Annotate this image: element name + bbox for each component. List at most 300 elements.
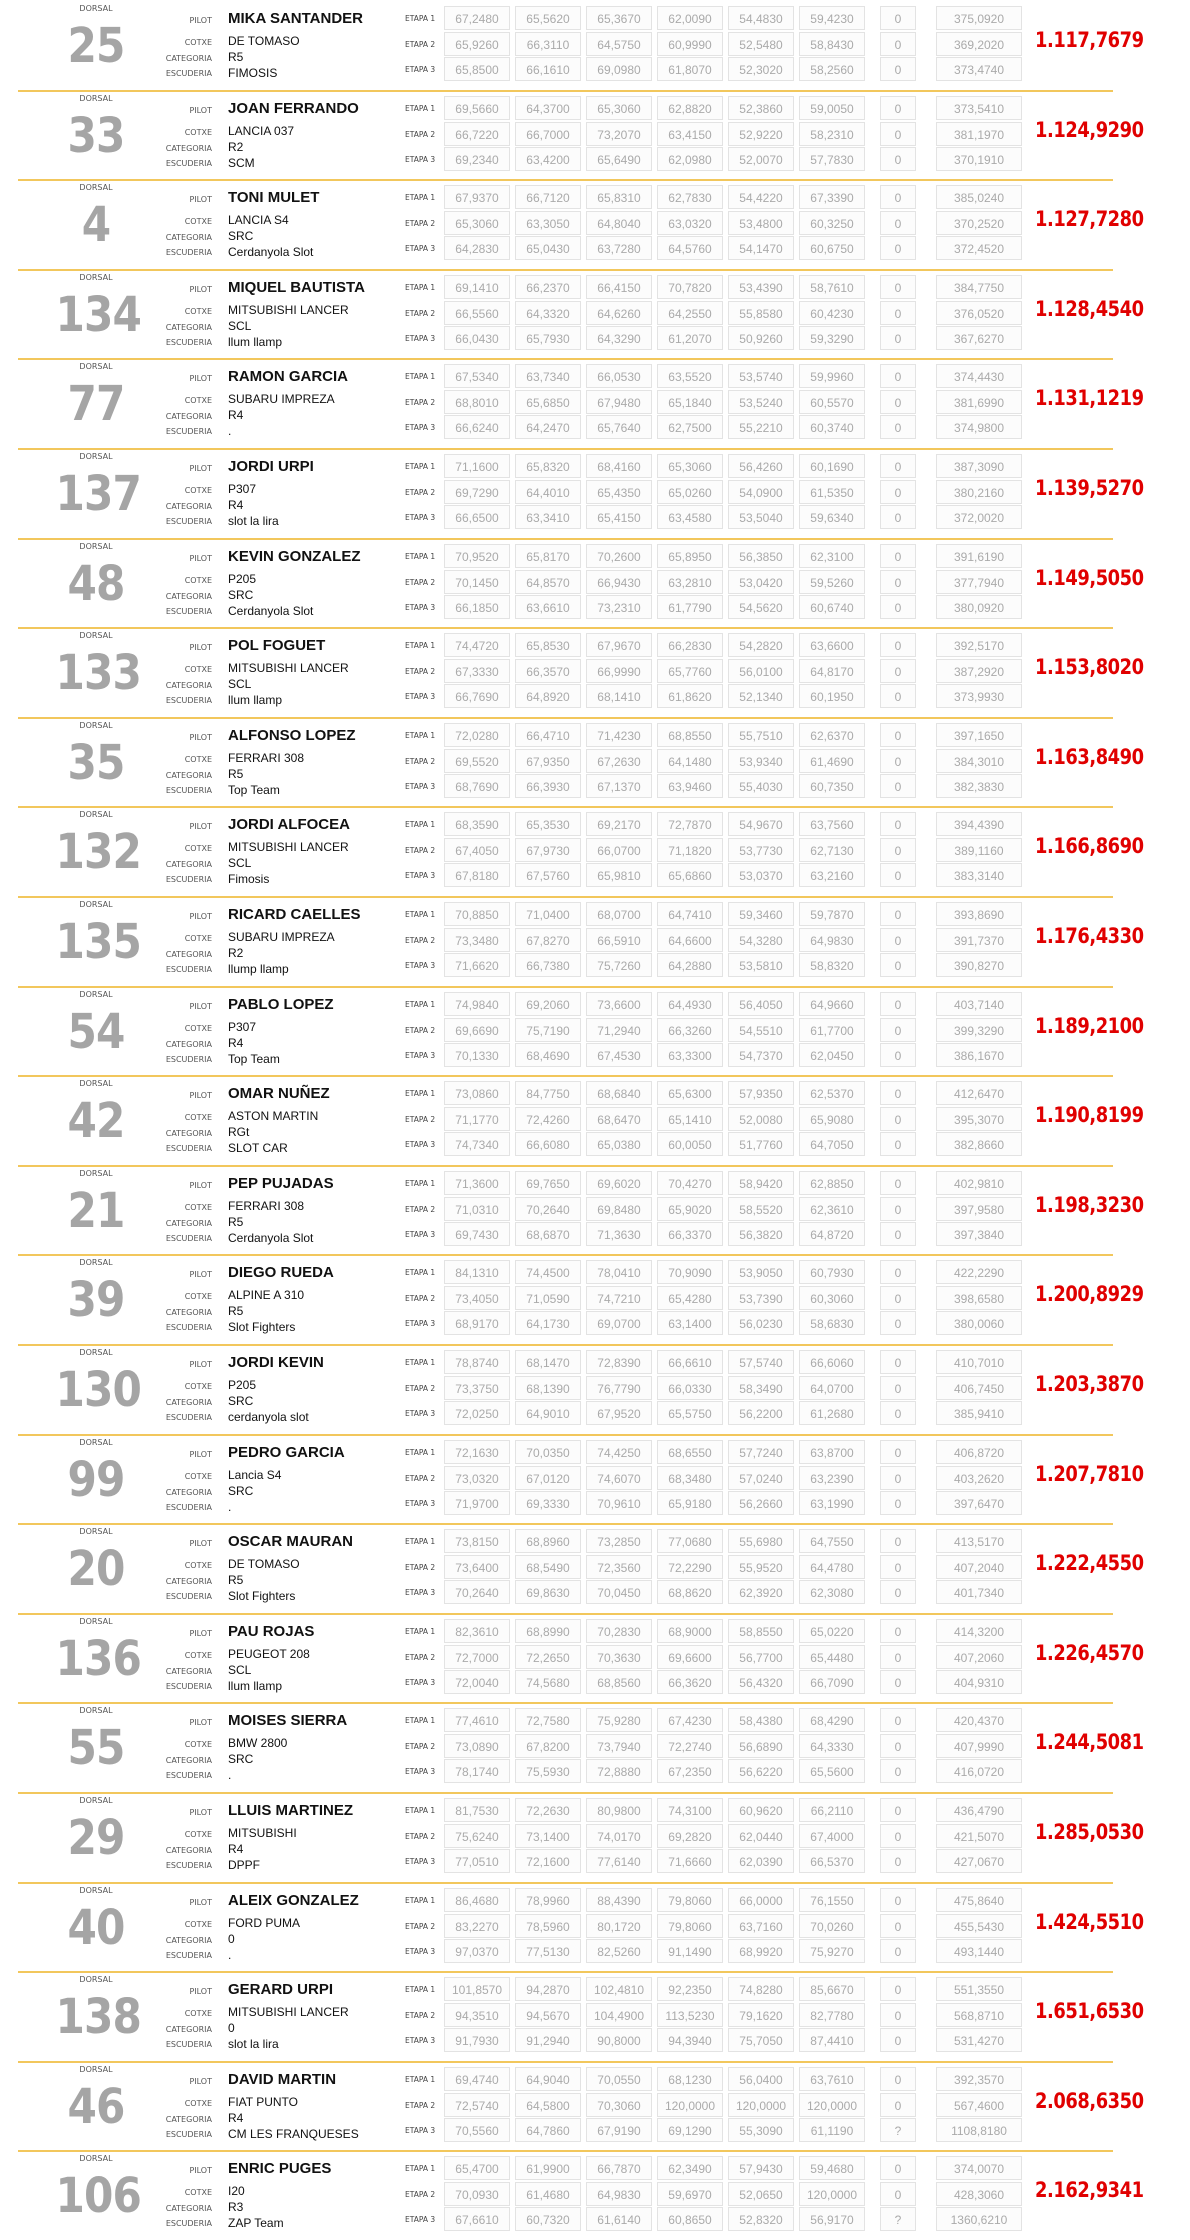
stage-time-cell: 72,2630 [515,1798,581,1822]
category: R4 [228,498,244,512]
categoria-label: CATEGORIA [165,143,212,153]
dorsal-number: 54 [67,1003,125,1060]
pilot-name: DAVID MARTIN [228,2070,337,2088]
pilot-label: PILOT [189,16,212,25]
dorsal-number: 29 [67,1810,125,1866]
stage-label: ETAPA 3 [405,1319,436,1329]
stage-time-cell: 64,5760 [657,236,723,260]
stage-time-cell: 74,7340 [444,1132,510,1156]
stage-time-cell: 69,2820 [657,1824,723,1848]
stage-time-cell: 65,1410 [657,1107,723,1131]
stage-time-cell: 65,0220 [799,1619,865,1643]
stage-time-cell: 70,2640 [444,1580,510,1604]
escuderia-label: ESCUDERIA [165,1502,212,1512]
result-row [0,1613,1190,1703]
stage-time-cell: 56,2200 [728,1401,794,1425]
categoria-label: CATEGORIA [165,1666,212,1676]
stage-time-cell: 73,2850 [586,1529,652,1553]
dorsal-number: 39 [67,1272,125,1329]
stage-time-cell: 66,4710 [515,723,581,747]
stage-time-cell: 69,4740 [444,2067,510,2091]
result-row [0,2150,1190,2240]
stage-label: ETAPA 1 [405,1895,436,1905]
stage-time-cell: 75,5930 [515,1759,581,1783]
stage-time-cell: 60,9620 [728,1798,794,1822]
stage-time-cell: 64,7050 [799,1132,865,1156]
result-row [0,538,1190,628]
stage-time-cell: 62,7830 [657,185,723,209]
stage-time-cell: 65,8530 [515,633,581,657]
team-name: SCM [228,155,255,170]
cotxe-label: COTXE [184,665,212,675]
stage-time-cell: 65,3670 [586,6,652,30]
stage-time-cell: 53,9050 [728,1260,794,1284]
stage-time-cell: 67,3330 [444,659,510,683]
escuderia-label: ESCUDERIA [165,965,212,974]
stage-time-cell: 63,7340 [515,364,581,388]
stage-time-cell: ? [880,2207,916,2231]
stage-time-cell: 77,0680 [657,1529,723,1553]
stage-time-cell: 67,2630 [586,749,652,773]
stage-time-cell: 68,8620 [657,1580,723,1604]
dorsal-label: DORSAL [79,93,113,103]
stage-time-cell: 66,3570 [515,659,581,683]
pilot-name: TONI MULET [228,189,320,207]
category: R5 [228,766,244,781]
stage-time-cell: 65,9180 [657,1491,723,1515]
total-time: 2.068,6350 [1035,2088,1144,2113]
stage-time-cell: 59,3290 [799,326,865,350]
stage-label: ETAPA 1 [405,730,436,740]
stage-time-cell: 0 [880,1491,916,1515]
stage-time-cell: 73,2310 [586,595,652,619]
stage-time-cell: 71,1820 [657,838,723,862]
row-separator [18,1702,1113,1704]
stage-time-cell: 68,6470 [586,1107,652,1131]
stage-label: ETAPA 1 [405,2164,436,2174]
stage-time-cell: 66,1850 [444,595,510,619]
stage-time-cell: 68,4160 [586,454,652,478]
stage-time-cell: 0 [880,415,916,439]
team-name: CM LES FRANQUESES [228,2126,359,2141]
total-time: 2.162,9341 [1035,2178,1144,2203]
stage-time-cell: 67,2480 [444,6,510,30]
stage-label: ETAPA 3 [405,1946,436,1956]
pilot-name: LLUIS MARTINEZ [228,1802,353,1819]
stage-time-cell: 0 [880,2182,916,2206]
stage-time-cell: 0 [880,1645,916,1669]
stage-time-cell: 66,2370 [515,275,581,299]
stage-time-cell: 0 [880,32,916,56]
stage-time-cell: 54,3280 [728,928,794,952]
total-time: 1.117,7679 [1035,28,1144,52]
stage-label: ETAPA 1 [405,820,436,830]
stage-time-cell: 59,6340 [799,505,865,529]
stage-time-cell: 69,0980 [586,57,652,81]
stage-time-cell: 58,5520 [728,1197,794,1221]
stage-time-cell: 68,6550 [657,1440,723,1464]
stage-time-cell: 56,7700 [728,1645,794,1669]
stage-time-cell: 61,2070 [657,326,723,350]
stage-time-cell: 91,2940 [515,2028,581,2052]
stage-time-cell: 65,3060 [586,96,652,120]
stage-time-cell: 53,5040 [728,505,794,529]
dorsal-number: 55 [67,1720,125,1777]
stage-time-cell: 65,6300 [657,1081,723,1105]
stage-time-cell: 71,0310 [444,1197,510,1221]
stage-time-cell: 70,2600 [586,544,652,568]
stage-label: ETAPA 3 [405,871,436,881]
stage-time-cell: 68,0700 [586,902,652,926]
stage-time-cell: 67,9370 [444,185,510,209]
stage-time-cell: 72,8880 [586,1759,652,1783]
stage-time-cell: 68,4290 [799,1708,865,1732]
stage-time-cell: 60,7320 [515,2207,581,2231]
team-name: llum llamp [228,1678,283,1693]
stage-time-cell: 92,2350 [657,1977,723,2001]
row-separator [18,1075,1113,1077]
result-row [0,1344,1190,1434]
stage-time-cell: 56,0400 [728,2067,794,2091]
stage-time-cell: 0 [880,1849,916,1873]
stage-time-cell: 52,9220 [728,122,794,146]
stage-time-cell: 0 [880,1401,916,1425]
stage-time-cell: 53,4390 [728,275,794,299]
stage-time-cell: 57,7240 [728,1440,794,1464]
stage-time-cell: 63,1990 [799,1491,865,1515]
stage-time-cell: 0 [880,454,916,478]
stage-label: ETAPA 1 [405,282,436,292]
stage-time-cell: 62,0980 [657,147,723,171]
stage-time-cell: 57,5740 [728,1350,794,1374]
stage-time-cell: 58,8320 [799,953,865,977]
stage-time-cell: 0 [880,505,916,529]
cotxe-label: COTXE [184,1023,212,1033]
categoria-label: CATEGORIA [165,2204,212,2214]
stage-time-cell: 69,7430 [444,1222,510,1246]
categoria-label: CATEGORIA [165,233,212,243]
stage-time-cell: 67,9350 [515,749,581,773]
stage-time-cell: 394,4390 [936,812,1022,836]
stage-time-cell: 64,6600 [657,928,723,952]
row-separator [18,717,1113,719]
pilot-name: JORDI KEVIN [228,1354,324,1371]
stage-time-cell: 54,4220 [728,185,794,209]
dorsal-label: DORSAL [79,1437,113,1447]
escuderia-label: ESCUDERIA [165,1861,212,1870]
stage-time-cell: 73,2070 [586,122,652,146]
stage-time-cell: 71,0590 [515,1286,581,1310]
pilot-label: PILOT [189,1001,212,1011]
stage-time-cell: 87,4410 [799,2028,865,2052]
stage-time-cell: 0 [880,6,916,30]
stage-time-cell: 60,7930 [799,1260,865,1284]
stage-time-cell: 66,0430 [444,326,510,350]
team-name: Cerdanyola Slot [228,245,314,260]
stage-time-cell: 57,7830 [799,147,865,171]
stage-time-cell: 69,7290 [444,480,510,504]
stage-time-cell: 60,3060 [799,1286,865,1310]
stage-time-cell: 67,4050 [444,838,510,862]
stage-time-cell: 74,4250 [586,1440,652,1464]
result-row [0,1075,1190,1165]
stage-time-cell: 64,3700 [515,96,581,120]
categoria-label: CATEGORIA [165,1756,212,1766]
pilot-label: PILOT [189,1449,212,1459]
dorsal-number: 130 [55,1362,142,1418]
categoria-label: CATEGORIA [165,502,212,511]
stage-time-cell: 65,5620 [515,6,581,30]
stage-time-cell: 50,9260 [728,326,794,350]
stage-time-cell: 104,4900 [586,2003,652,2027]
escuderia-label: ESCUDERIA [165,1592,212,1602]
stage-time-cell: 374,0070 [936,2156,1022,2180]
categoria-label: CATEGORIA [165,1129,212,1139]
car-name: DE TOMASO [228,34,300,48]
stage-time-cell: 73,8150 [444,1529,510,1553]
stage-time-cell: 66,6080 [515,1132,581,1156]
team-name: cerdanyola slot [228,1410,309,1424]
stage-time-cell: 94,3940 [657,2028,723,2052]
stage-time-cell: 64,4780 [799,1555,865,1579]
stage-time-cell: 60,1950 [799,684,865,708]
stage-time-cell: 0 [880,1466,916,1490]
stage-time-cell: 76,7790 [586,1376,652,1400]
team-name: llum llamp [228,334,283,349]
stage-time-cell: 0 [880,1197,916,1221]
stage-time-cell: 69,6600 [657,1645,723,1669]
stage-label: ETAPA 1 [405,1537,436,1547]
escuderia-label: ESCUDERIA [165,69,212,78]
stage-time-cell: 58,7610 [799,275,865,299]
stage-time-cell: 63,9460 [657,774,723,798]
stage-time-cell: 63,4580 [657,505,723,529]
stage-time-cell: 428,3060 [936,2182,1022,2206]
team-name: Slot Fighters [228,1320,296,1335]
stage-time-cell: 65,4280 [657,1286,723,1310]
stage-time-cell: 82,5260 [586,1939,652,1963]
total-time: 1.424,5510 [1035,1909,1144,1934]
stage-time-cell: 64,0700 [799,1376,865,1400]
stage-time-cell: 67,4230 [657,1708,723,1732]
stage-time-cell: 68,8990 [515,1619,581,1643]
stage-time-cell: 60,0050 [657,1132,723,1156]
stage-time-cell: 64,1730 [515,1311,581,1335]
stage-time-cell: 113,5230 [657,2003,723,2027]
stage-time-cell: 0 [880,2003,916,2027]
stage-time-cell: 381,1970 [936,122,1022,146]
total-time: 1.124,9290 [1035,117,1144,142]
stage-time-cell: 1108,8180 [936,2118,1022,2142]
stage-time-cell: 0 [880,1670,916,1694]
categoria-label: CATEGORIA [165,1398,212,1407]
dorsal-label: DORSAL [79,900,113,909]
stage-label: ETAPA 3 [405,1498,436,1508]
category: R5 [228,1214,244,1229]
stage-time-cell: 0 [880,2156,916,2180]
category: R5 [228,50,244,64]
stage-time-cell: 0 [880,1171,916,1195]
stage-time-cell: 65,9810 [586,863,652,887]
row-separator [18,538,1113,540]
pilot-label: PILOT [189,1360,212,1369]
row-separator [18,627,1113,629]
stage-label: ETAPA 2 [405,1025,436,1035]
stage-time-cell: 406,8720 [936,1440,1022,1464]
stage-time-cell: 69,2060 [515,992,581,1016]
stage-time-cell: 369,2020 [936,32,1022,56]
stage-time-cell: 68,1410 [586,684,652,708]
cotxe-label: COTXE [184,1919,212,1929]
stage-label: ETAPA 2 [405,1204,436,1214]
stage-label: ETAPA 3 [405,692,436,702]
stage-time-cell: 0 [880,1759,916,1783]
stage-time-cell: 75,9270 [799,1939,865,1963]
stage-time-cell: 420,4370 [936,1708,1022,1732]
stage-time-cell: 64,7410 [657,902,723,926]
stage-time-cell: 70,5560 [444,2118,510,2142]
stage-time-cell: 80,1720 [586,1914,652,1938]
categoria-label: CATEGORIA [165,1308,212,1318]
car-name: SUBARU IMPREZA [228,930,335,944]
pilot-name: OMAR NUÑEZ [228,1085,330,1103]
dorsal-number: 35 [67,734,125,791]
stage-time-cell: 58,4380 [728,1708,794,1732]
stage-time-cell: 67,9190 [586,2118,652,2142]
stage-time-cell: 73,6600 [586,992,652,1016]
stage-time-cell: 70,3060 [586,2093,652,2117]
stage-time-cell: 0 [880,364,916,388]
stage-time-cell: 54,2820 [728,633,794,657]
stage-time-cell: 64,9830 [799,928,865,952]
stage-label: ETAPA 3 [405,1409,436,1418]
stage-label: ETAPA 3 [405,513,436,522]
stage-time-cell: 0 [880,1708,916,1732]
dorsal-label: DORSAL [79,452,113,461]
stage-time-cell: 72,5740 [444,2093,510,2117]
stage-time-cell: 62,3100 [799,544,865,568]
stage-time-cell: 392,3570 [936,2067,1022,2091]
stage-time-cell: 78,0410 [586,1260,652,1284]
stage-time-cell: 67,8270 [515,928,581,952]
total-time: 1.128,4540 [1035,296,1144,321]
stage-time-cell: 62,3920 [728,1580,794,1604]
stage-time-cell: 72,2650 [515,1645,581,1669]
stage-label: ETAPA 2 [405,1742,436,1752]
pilot-label: PILOT [189,1091,212,1101]
stage-label: ETAPA 1 [405,2074,436,2084]
stage-time-cell: 0 [880,211,916,235]
stage-time-cell: 59,4230 [799,6,865,30]
stage-time-cell: 66,3370 [657,1222,723,1246]
stage-time-cell: 62,7500 [657,415,723,439]
stage-time-cell: 56,4320 [728,1670,794,1694]
car-name: MITSUBISHI LANCER [228,302,349,317]
row-separator [18,1165,1113,1167]
stage-time-cell: 59,0050 [799,96,865,120]
cotxe-label: COTXE [184,396,212,406]
total-time: 1.139,5270 [1035,476,1144,500]
stage-time-cell: 74,6070 [586,1466,652,1490]
stage-label: ETAPA 1 [405,999,436,1009]
stage-time-cell: 52,3860 [728,96,794,120]
stage-time-cell: 64,9660 [799,992,865,1016]
result-row [0,269,1190,359]
stage-time-cell: 412,6470 [936,1081,1022,1105]
stage-time-cell: 54,5620 [728,595,794,619]
pilot-label: PILOT [189,1987,212,1997]
categoria-label: CATEGORIA [165,2025,212,2035]
dorsal-number: 134 [55,286,142,343]
stage-time-cell: 67,3390 [799,185,865,209]
result-row [0,1254,1190,1344]
categoria-label: CATEGORIA [165,591,212,601]
stage-time-cell: 56,3850 [728,544,794,568]
stage-label: ETAPA 3 [405,1229,436,1239]
stage-time-cell: 65,9080 [799,1107,865,1131]
stage-time-cell: 53,0370 [728,863,794,887]
categoria-label: CATEGORIA [165,322,212,332]
stage-label: ETAPA 2 [405,756,436,766]
stage-time-cell: 65,0260 [657,480,723,504]
stage-time-cell: 53,4800 [728,211,794,235]
stage-time-cell: 72,7870 [657,812,723,836]
stage-time-cell: 78,5960 [515,1914,581,1938]
stage-label: ETAPA 3 [405,65,436,74]
stage-time-cell: 74,4500 [515,1260,581,1284]
stage-time-cell: 82,3610 [444,1619,510,1643]
categoria-label: CATEGORIA [165,1935,212,1945]
stage-time-cell: 567,4600 [936,2093,1022,2117]
category: SRC [228,1394,254,1408]
stage-time-cell: 72,1600 [515,1849,581,1873]
stage-time-cell: 84,1310 [444,1260,510,1284]
stage-time-cell: 0 [880,1914,916,1938]
stage-time-cell: 66,9430 [586,570,652,594]
stage-time-cell: 455,5430 [936,1914,1022,1938]
stage-time-cell: 56,3820 [728,1222,794,1246]
stage-time-cell: 375,0920 [936,6,1022,30]
stage-label: ETAPA 3 [405,2215,436,2225]
cotxe-label: COTXE [184,306,212,316]
stage-time-cell: 67,4000 [799,1824,865,1848]
team-name: llum llamp [228,693,283,708]
stage-time-cell: 62,6370 [799,723,865,747]
stage-time-cell: 58,6830 [799,1311,865,1335]
cotxe-label: COTXE [184,1471,212,1481]
cotxe-label: COTXE [184,1113,212,1123]
stage-time-cell: 56,0100 [728,659,794,683]
stage-label: ETAPA 2 [405,1473,436,1483]
cotxe-label: COTXE [184,1382,212,1391]
stage-time-cell: 0 [880,236,916,260]
car-name: P205 [228,571,257,586]
stage-time-cell: 69,7650 [515,1171,581,1195]
stage-label: ETAPA 3 [405,1588,436,1598]
stage-time-cell: 0 [880,1824,916,1848]
stage-label: ETAPA 1 [405,1089,436,1099]
stage-time-cell: 52,5480 [728,32,794,56]
result-row [0,179,1190,269]
stage-time-cell: 386,1670 [936,1043,1022,1067]
dorsal-number: 21 [67,1182,125,1239]
stage-time-cell: 91,7930 [444,2028,510,2052]
stage-time-cell: 54,1470 [728,236,794,260]
stage-time-cell: 69,8480 [586,1197,652,1221]
stage-time-cell: 77,4610 [444,1708,510,1732]
stage-time-cell: 72,4260 [515,1107,581,1131]
stage-time-cell: 0 [880,185,916,209]
